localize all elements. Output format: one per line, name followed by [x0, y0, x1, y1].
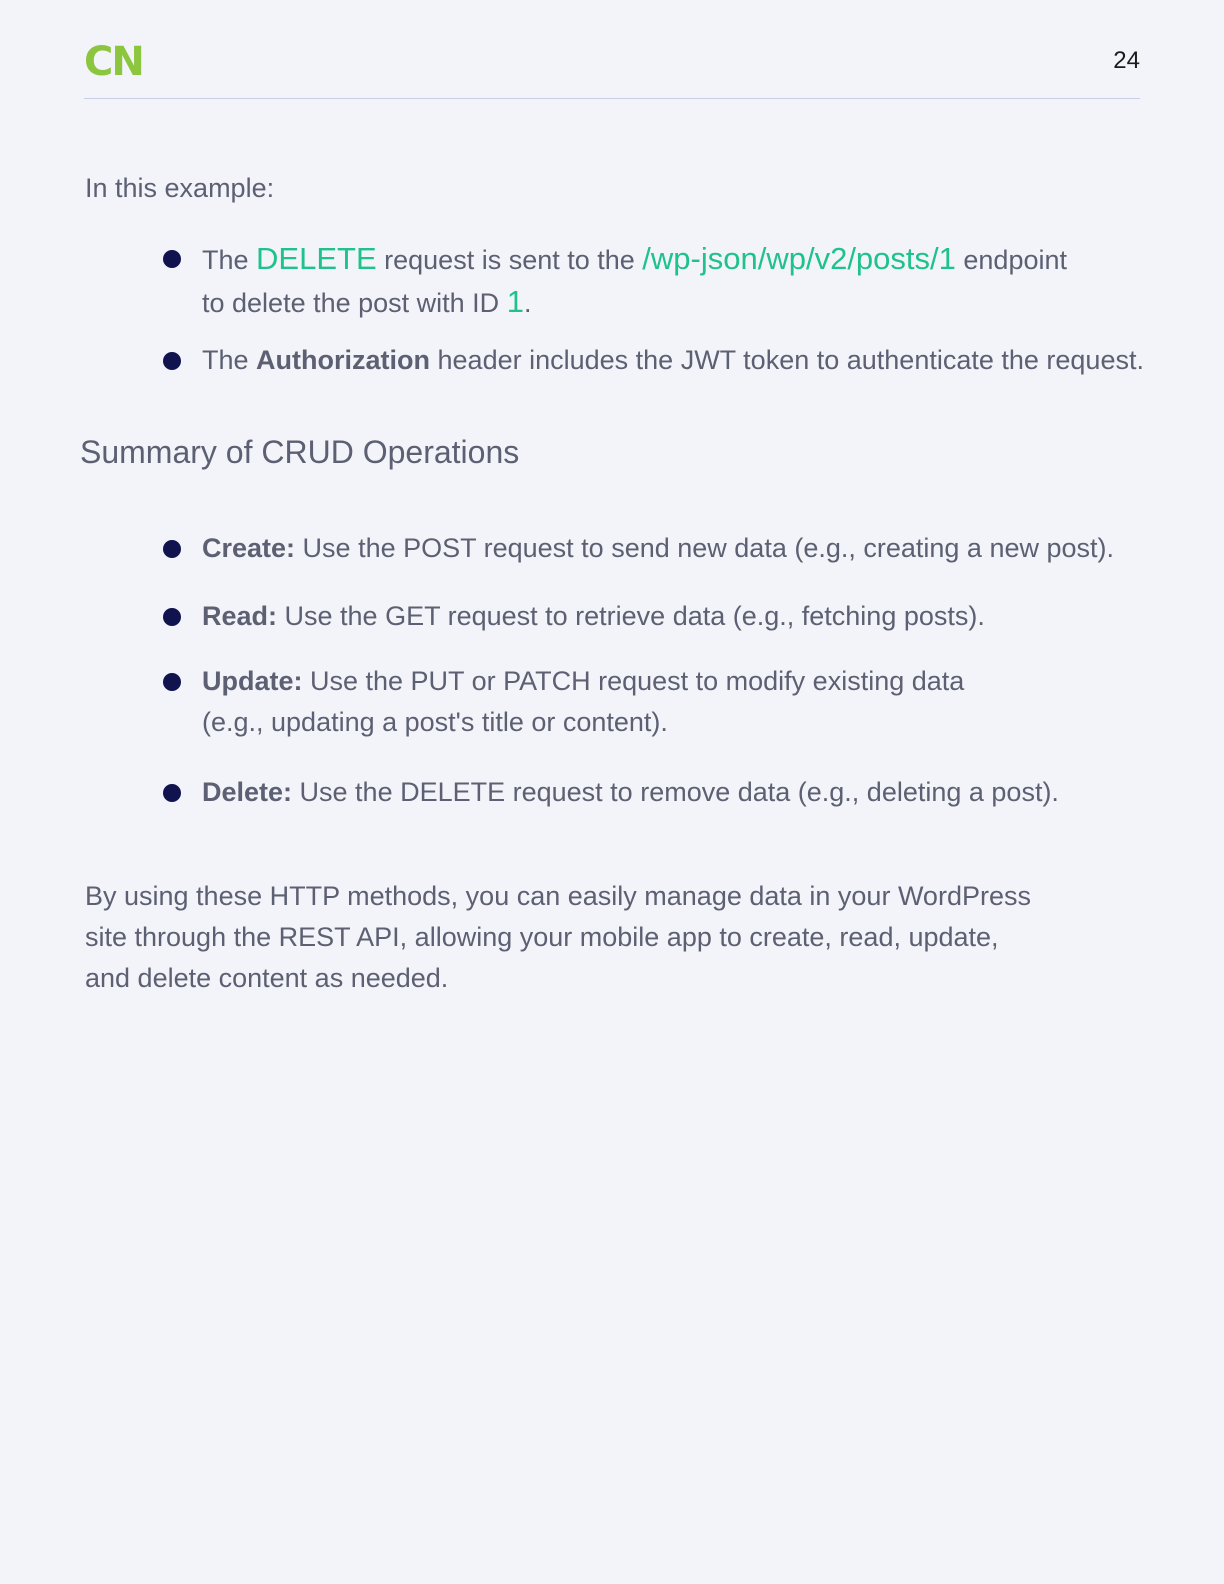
- page-number: 24: [1113, 47, 1140, 74]
- list-item: [0, 661, 1224, 743]
- outro-line: By using these HTTP methods, you can easily manage data in your WordPress: [85, 881, 1031, 911]
- list-item: [0, 340, 1224, 381]
- crud-text: Use the PUT or PATCH request to modify existing data: [302, 666, 965, 696]
- list-item: [0, 772, 1224, 813]
- bullet-icon: [163, 608, 181, 626]
- bullet-icon: [163, 540, 181, 558]
- section-title: Summary of CRUD Operations: [80, 434, 520, 470]
- outro-line: and delete content as needed.: [85, 963, 449, 993]
- text: to delete the post with ID: [202, 288, 507, 318]
- crud-text: Use the DELETE request to remove data (e.g., deleting a post).: [292, 777, 1059, 807]
- bullet-icon: [163, 784, 181, 802]
- text: request is sent to the: [376, 245, 643, 275]
- example-list: [0, 238, 1224, 381]
- outro-paragraph: [85, 876, 1085, 999]
- text: .: [523, 288, 532, 318]
- text: header includes the JWT token to authenticate the request.: [430, 345, 1144, 375]
- text: endpoint: [955, 245, 1067, 275]
- crud-text: (e.g., updating a post's title or content).: [202, 707, 668, 737]
- intro-text: In this example:: [85, 173, 275, 203]
- bold-term: Authorization: [256, 345, 431, 375]
- crud-label: Delete:: [202, 777, 293, 807]
- code-id: 1: [506, 284, 524, 319]
- list-item: [0, 596, 1224, 637]
- crud-list: [0, 528, 1224, 813]
- bullet-icon: [163, 250, 181, 268]
- bullet-icon: [163, 352, 181, 370]
- code-endpoint: /wp-json/wp/v2/posts/1: [642, 241, 956, 276]
- crud-label: Create:: [202, 533, 296, 563]
- crud-text: Use the GET request to retrieve data (e.g., fetching posts).: [277, 601, 985, 631]
- crud-label: Read:: [202, 601, 278, 631]
- crud-label: Update:: [202, 666, 303, 696]
- outro-line: site through the REST API, allowing your mobile app to create, read, update,: [85, 922, 999, 952]
- text: The: [202, 245, 257, 275]
- list-item: [0, 238, 1224, 324]
- code-delete: DELETE: [256, 241, 377, 276]
- bullet-icon: [163, 673, 181, 691]
- crud-text: Use the POST request to send new data (e.g., creating a new post).: [295, 533, 1114, 563]
- list-item: [0, 528, 1224, 569]
- cn-logo: CN: [84, 39, 143, 85]
- text: The: [202, 345, 257, 375]
- header-divider: [84, 98, 1140, 99]
